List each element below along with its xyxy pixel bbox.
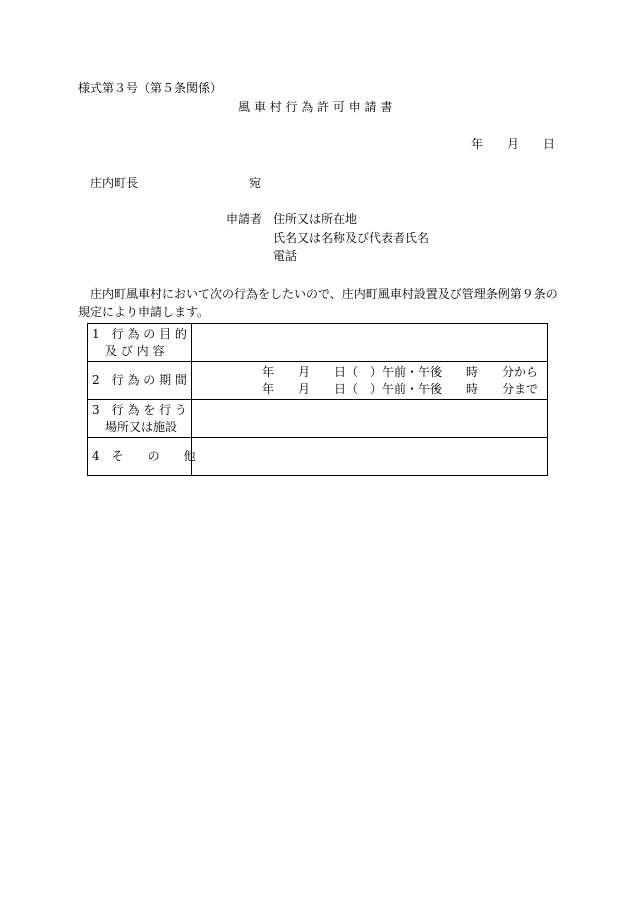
label-line: 2 行 為 の 期 間	[92, 373, 187, 387]
row-label-period	[88, 362, 192, 400]
addressee-honorific: 宛	[249, 176, 262, 190]
body-text-line-1: 庄内町風車村において次の行為をしたいので、庄内町風車村設置及び管理条例第９条の	[90, 287, 558, 301]
document-title: 風 車 村 行 為 許 可 申 請 書	[238, 100, 393, 114]
row-label-other	[88, 438, 196, 476]
form-number: 様式第３号（第５条関係）	[78, 81, 223, 95]
applicant-address-label: 住所又は所在地	[273, 212, 358, 226]
table-row	[88, 362, 548, 400]
row-label-location	[88, 400, 192, 438]
table-row	[88, 438, 548, 476]
row-label-purpose	[88, 324, 192, 362]
period-end: 年 月 日（ ）午前・午後 時 分まで	[262, 381, 539, 396]
applicant-label: 申請者	[226, 212, 263, 226]
period-start: 年 月 日（ ）午前・午後 時 分から	[262, 364, 539, 379]
date-line: 年 月 日	[471, 137, 556, 151]
addressee-name: 庄内町長	[90, 176, 139, 190]
table-row	[88, 324, 548, 362]
label-line: 場所又は施設	[105, 419, 178, 434]
applicant-phone-label: 電話	[273, 249, 298, 263]
label-line: 3 行 為 を 行 う	[92, 402, 187, 417]
label-line: 及 び 内 容	[105, 343, 165, 358]
label-line: 4 そ の 他	[92, 449, 196, 463]
application-table	[87, 323, 548, 476]
body-text-line-2: 規定により申請します。	[78, 305, 210, 319]
value-period[interactable]	[192, 362, 548, 400]
applicant-name-label: 氏名又は名称及び代表者氏名	[273, 231, 430, 245]
value-location[interactable]	[192, 400, 548, 438]
value-purpose[interactable]	[192, 324, 548, 362]
table-row	[88, 400, 548, 438]
label-line: 1 行 為 の 目 的	[92, 326, 187, 341]
value-other[interactable]	[192, 438, 548, 476]
